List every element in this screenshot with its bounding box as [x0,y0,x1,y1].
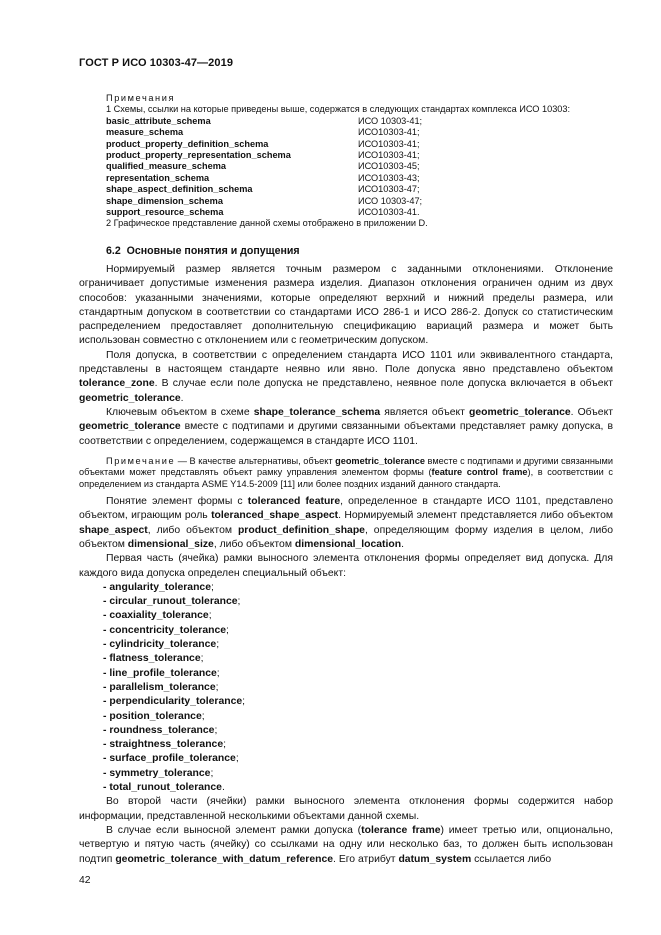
term: geometric_tolerance [79,392,181,404]
standard-header: ГОСТ Р ИСО 10303-47—2019 [79,57,234,69]
schema-row [106,184,422,195]
tolerance-name: - concentricity_tolerance [103,624,226,636]
list-item: - line_profile_tolerance; [103,667,220,679]
schema-name: product_property_definition_schema [106,138,269,149]
section-body [79,263,613,867]
term: product_definition_shape [237,524,365,536]
list-item: - concentricity_tolerance; [103,624,229,636]
section-heading [106,245,300,257]
list-item: - position_tolerance; [103,710,205,722]
tolerance-name: - straightness_tolerance [103,739,224,751]
tolerance-name: - parallelism_tolerance [103,681,216,693]
term: dimensional_size [127,538,214,550]
schema-standard: ИСО10303-43; [358,172,420,183]
schema-row [106,116,422,127]
term: shape_aspect [79,524,148,536]
schema-standard: ИСО10303-45; [358,161,420,172]
tolerance-name: - flatness_tolerance [103,653,201,665]
term: feature control frame [431,467,528,478]
schema-name: measure_schema [106,127,184,138]
list-item: - circular_runout_tolerance; [103,596,241,608]
term: toleranced_shape_aspect [211,510,339,522]
paragraph-2: Поля допуска, в соответствии с определением стандарта ИСО 1101 или эквивалентного стандарта, представлены в настоящем стандарте неявно или явно. Поле допуска явно представлено объектом tolerance_zone. В случае если поле допуска не представлено, неявное поле допуска включается в объект geometric_tolerance. [79,349,613,404]
list-item: - angularity_tolerance; [103,581,214,593]
schema-row [106,173,422,184]
list-item: - perpendicularity_tolerance; [103,696,246,708]
paragraph-1: Нормируемый размер является точным размером с заданными отклонениями. Отклонение ограничивает допустимые изменения размера изделия. Диапазон отклонения ограничен одним из двух способов: указанными значениями, которые определяют верхний и нижний пределы размера, или стандартным допуском в соответствии со стандартами ИСО 286-1 и ИСО 286-2. Допуск со статистическим распределением предоставляет дополнительную спецификацию вариаций размера и может быть использован совместно с отклонением или с геометрическим допуском. [79,264,613,347]
term: datum_system [398,853,472,865]
paragraph-6: Во второй части (ячейки) рамки выносного элемента отклонения формы содержится набор информации, представленной несколькими объектами данной схемы. [79,796,613,822]
schema-row [106,127,422,138]
schema-standard: ИСО 10303-47; [358,195,423,206]
schema-row [106,139,422,150]
schema-standard: ИСО 10303-41; [358,115,423,126]
schema-standard: ИСО10303-41; [358,127,420,138]
section-number: 6.2 [106,245,121,257]
schema-standard: ИСО10303-41. [358,207,420,218]
tolerance-name: - cylindricity_tolerance [103,639,217,651]
schema-row [106,161,422,172]
list-item: - total_runout_tolerance. [103,782,225,794]
schema-standard: ИСО10303-47; [358,184,420,195]
list-item: - flatness_tolerance; [103,653,204,665]
term: geometric_tolerance_with_datum_reference [115,853,334,865]
tolerance-list [79,581,613,795]
tolerance-name: - surface_profile_tolerance [103,753,236,765]
list-item: - coaxiality_tolerance; [103,610,212,622]
term: tolerance frame [361,824,441,836]
schema-name: shape_dimension_schema [106,195,223,206]
term: tolerance_zone [79,378,155,390]
tolerance-name: - symmetry_tolerance [103,767,211,779]
schema-row [106,196,422,207]
term: dimensional_location [294,538,402,550]
note-2: 2 Графическое представление данной схемы отображено в приложении D. [106,218,428,229]
tolerance-name: - total_runout_tolerance [103,782,222,794]
schema-standard: ИСО10303-41; [358,138,420,149]
tolerance-name: - perpendicularity_tolerance [103,696,243,708]
list-item: - straightness_tolerance; [103,739,227,751]
list-item: - parallelism_tolerance; [103,681,219,693]
schema-row [106,150,422,161]
tolerance-name: - coaxiality_tolerance [103,610,209,622]
paragraph-3: Ключевым объектом в схеме shape_tolerance_schema является объект geometric_tolerance. Объект geometric_tolerance вместе с подтипами и другими связанными объектами представляет рамку допуска, в соответствии с определением, содержащемся в стандарте ИСО 1101. [79,406,613,447]
list-item: - surface_profile_tolerance; [103,753,239,765]
paragraph-5: Первая часть (ячейка) рамки выносного элемента отклонения формы определяет вид допуска. Для каждого вида допуска определен специальный объект: [79,553,613,579]
schema-row [106,207,422,218]
notes-block [106,93,613,230]
section-title: Основные понятия и допущения [126,245,300,257]
schema-name: product_property_representation_schema [106,150,291,161]
list-item: - symmetry_tolerance; [103,767,214,779]
note-3: Примечание — В качестве альтернативы, объект geometric_tolerance вместе с подтипами и другими связанными объектами может представлять объект рамку управления элементом формы (feature control frame), в соответствии с определением из стандарта ASME Y14.5-2009 [11] или более поздних изданий данного стандарта. [79,455,613,489]
note-label: Примечание [106,455,176,466]
schema-standard: ИСО10303-41; [358,150,420,161]
schema-name: shape_aspect_definition_schema [106,184,253,195]
notes-title: Примечания [106,93,176,103]
term: toleranced feature [247,496,341,508]
term: geometric_tolerance [335,455,425,466]
schema-name: support_resource_schema [106,207,224,218]
term: geometric_tolerance [79,421,181,433]
list-item: - cylindricity_tolerance; [103,639,220,651]
tolerance-name: - line_profile_tolerance [103,667,217,679]
tolerance-name: - position_tolerance [103,710,202,722]
list-item: - roundness_tolerance; [103,724,218,736]
paragraph-7: В случае если выносной элемент рамки допуска (tolerance frame) имеет третью или, опционально, четвертую и пятую часть (ячейку) со ссылками на одну или несколько баз, то должен быть использован подтип geometric_tolerance_with_datum_reference. Его атрибут datum_system ссылается либо [79,824,613,865]
note-1: 1 Схемы, ссылки на которые приведены выше, содержатся в следующих стандартах комплекса ИСО 10303: [106,104,571,115]
page-number: 42 [79,875,91,886]
paragraph-4: Понятие элемент формы с toleranced feature, определенное в стандарте ИСО 1101, представлено объектом, играющим роль toleranced_shape_aspect. Нормируемый элемент представляется либо объектом shape_aspect, либо объектом product_definition_shape, определяющим форму изделия в целом, либо объектом dimensional_size, либо объектом dimensional_location. [79,496,614,550]
tolerance-name: - roundness_tolerance [103,724,215,736]
schema-name: basic_attribute_schema [106,115,211,126]
tolerance-name: - circular_runout_tolerance [103,596,238,608]
schema-name: representation_schema [106,172,210,183]
term: shape_tolerance_schema [253,406,381,418]
schemas-table [106,116,422,219]
term: geometric_tolerance [469,406,571,418]
tolerance-name: - angularity_tolerance [103,581,211,593]
schema-name: qualified_measure_schema [106,161,227,172]
